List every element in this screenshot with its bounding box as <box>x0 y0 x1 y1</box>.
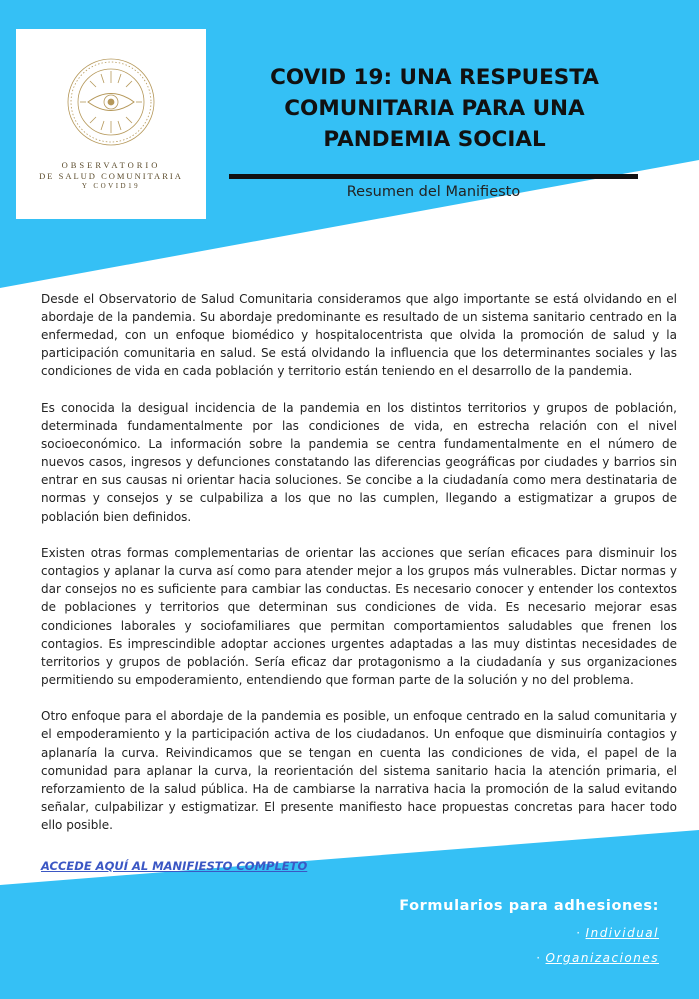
individual-form-label: Individual <box>585 926 659 940</box>
paragraph-3: Existen otras formas complementarias de orientar las acciones que serían eficaces para disminuir los contagios y aplanar la curva así como para atender mejor a los grupos más vulnerables. Dictar normas y dar consejos no es suficiente para cambiar las conductas. Es necesario conocer y entender los contextos de poblaciones y territorios que determinan sus condiciones de vida. Es necesario mejorar esas condiciones laborales y sociofamiliares que permitan comportamientos saludables que frenen los contagios. Es imprescindible adoptar acciones urgentes adaptadas a las muy distintas necesidades de territorios y grupos de población. Sería eficaz dar protagonismo a la ciudadanía y sus organizaciones permitiendo su empoderamiento, entendiendo que forman parte de la solución y no del problema. <box>41 546 677 687</box>
logo-line-2: DE SALUD COMUNITARIA <box>39 171 183 181</box>
eye-sun-emblem-icon <box>66 57 156 147</box>
individual-form-link[interactable] <box>576 926 659 940</box>
organizations-form-link[interactable] <box>536 951 659 965</box>
paragraph-4: Otro enfoque para el abordaje de la pandemia es posible, un enfoque centrado en la salud comunitaria y el empoderamiento y la participación activa de los ciudadanos. Un enfoque que disminuiría contagios y aplanaría la curva. Reivindicamos que se tengan en cuenta las condiciones de vida, el papel de la comunidad para aplanar la curva, la reorientación del sistema sanitario hacia la atención primaria, el reforzamiento de la salud pública. Ha de cambiarse la narrativa hacia la promoción de la salud evitando señalar, culpabilizar y estigmatizar. El presente manifiesto hace propuestas concretas para hacer todo ello posible. <box>41 709 677 832</box>
manifesto-summary <box>41 290 677 853</box>
paragraph-1: Desde el Observatorio de Salud Comunitaria consideramos que algo importante se está olvidando en el abordaje de la pandemia. Su abordaje predominante es resultado de un sistema sanitario centrado en la enfermedad, con un enfoque biomédico y hospitalocentrista que olvida la promoción de salud y la participación comunitaria en salud. Se está olvidando la influencia que los determinantes sociales y las condiciones de vida en cada población y territorio están teniendo en el desarrollo de la pandemia. <box>41 292 677 379</box>
full-manifesto-link[interactable]: ACCEDE AQUÍ AL MANIFIESTO COMPLETO <box>41 859 308 873</box>
logo-card <box>16 29 206 219</box>
logo-line-3: Y COVID19 <box>81 182 141 190</box>
bullet-icon: · <box>536 951 542 965</box>
logo-line-1: OBSERVATORIO <box>61 160 161 170</box>
bottom-blue-band <box>0 830 699 999</box>
forms-heading: Formularios para adhesiones: <box>399 898 659 914</box>
paragraph-2: Es conocida la desigual incidencia de la pandemia en los distintos territorios y grupos de población, determinada fundamentalmente por las condiciones de vida, en estrecha relación con el nivel socioeconómico. La información sobre la pandemia se centra fundamentalmente en el número de nuevos casos, ingresos y defunciones constatando las diferencias geográficas por ciudades y barrios sin entrar en sus causas ni orientar hacia soluciones. Se concibe a la ciudadanía como mera destinataria de normas y consejos y se culpabiliza a los que no las cumplen, llegando a estigmatizar a grupos de población bien definidos. <box>41 400 677 524</box>
bullet-icon: · <box>576 926 582 940</box>
page-title: COVID 19: UNA RESPUESTA COMUNITARIA PARA UNA PANDEMIA SOCIAL <box>270 65 599 152</box>
title-divider <box>229 174 638 179</box>
page-subtitle: Resumen del Manifiesto <box>346 184 521 200</box>
organizations-form-label: Organizaciones <box>545 951 659 965</box>
